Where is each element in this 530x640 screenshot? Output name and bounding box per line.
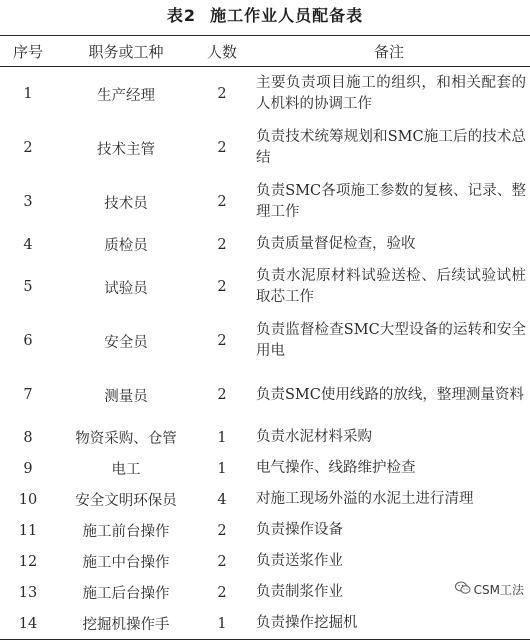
row-role: 施工前台操作	[82, 524, 170, 540]
row-note: 负责制浆作业	[256, 584, 343, 600]
row-note: 主要负责项目施工的组织，和相关配套的人机料的协调工作	[256, 75, 526, 112]
row-no: 6	[23, 333, 33, 349]
row-count: 1	[217, 429, 227, 446]
row-no: 5	[23, 279, 33, 295]
row-count: 2	[217, 86, 227, 102]
header-count: 人数	[206, 42, 237, 61]
row-note: 电气操作、线路维护检查	[256, 460, 416, 476]
row-note: 负责技术统筹规划和SMC施工后的技术总结	[256, 129, 526, 166]
row-role: 试验员	[104, 280, 148, 297]
table-row	[0, 453, 530, 484]
row-no: 8	[23, 429, 33, 446]
table-row	[0, 484, 530, 515]
row-count: 2	[217, 387, 227, 403]
watermark	[455, 580, 524, 598]
row-no: 11	[18, 522, 38, 539]
row-note: 负责水泥材料采购	[256, 429, 372, 445]
row-count: 2	[217, 140, 227, 156]
row-no: 4	[23, 236, 33, 253]
header-role: 职务或工种	[88, 42, 164, 61]
row-role: 安全员	[104, 334, 148, 351]
table-label: 表2	[166, 6, 197, 25]
table-row	[0, 67, 530, 122]
row-count: 2	[217, 584, 227, 601]
row-count: 4	[217, 491, 227, 508]
row-no: 1	[23, 86, 33, 102]
table-row	[0, 229, 530, 260]
row-note: 负责SMC使用线路的放线，整理测量资料	[256, 386, 524, 403]
table-row	[0, 121, 530, 175]
row-role: 测量员	[104, 388, 148, 405]
row-count: 2	[217, 236, 227, 253]
table-row	[0, 175, 530, 229]
table-row	[0, 314, 530, 368]
table-row	[0, 515, 530, 546]
row-count: 2	[217, 194, 227, 210]
header-no: 序号	[12, 42, 43, 61]
row-note: 负责质量督促检查，验收	[256, 236, 416, 252]
row-no: 12	[18, 553, 38, 570]
row-no: 9	[23, 460, 33, 477]
watermark-text: CSM工法	[473, 582, 524, 597]
staffing-table	[0, 35, 530, 640]
row-count: 1	[217, 460, 227, 477]
table-row	[0, 260, 530, 314]
table-row	[0, 368, 530, 422]
table-caption: 施工作业人员配备表	[210, 6, 364, 25]
row-count: 2	[217, 522, 227, 539]
row-no: 14	[18, 615, 38, 632]
header-note: 备注	[373, 42, 404, 61]
row-role: 质检员	[104, 238, 148, 254]
row-no: 7	[23, 387, 33, 403]
row-role: 安全文明环保员	[75, 493, 177, 509]
row-note: 负责SMC各项施工参数的复核、记录、整理工作	[256, 183, 526, 220]
table-row	[0, 608, 530, 640]
row-role: 施工后台操作	[82, 586, 170, 602]
table-row	[0, 577, 530, 608]
table-row	[0, 422, 530, 453]
row-note: 负责监督检查SMC大型设备的运转和安全用电	[256, 322, 526, 359]
row-role: 物资采购、仓管	[75, 431, 177, 447]
row-note: 负责水泥原材料试验送检、后续试验试桩取芯工作	[256, 268, 526, 305]
table-row	[0, 546, 530, 577]
row-note: 负责操作挖掘机	[256, 615, 358, 631]
row-count: 1	[217, 615, 227, 632]
row-note: 对施工现场外溢的水泥土进行清理	[256, 491, 474, 507]
row-role: 电工	[111, 462, 141, 478]
row-count: 2	[217, 553, 227, 570]
table-title	[0, 2, 530, 30]
row-role: 技术主管	[97, 141, 155, 158]
row-no: 13	[18, 584, 38, 601]
row-count: 2	[217, 279, 227, 295]
row-no: 3	[23, 194, 33, 210]
row-note: 负责操作设备	[256, 522, 343, 538]
row-no: 10	[18, 491, 38, 508]
row-note: 负责送浆作业	[256, 553, 343, 569]
row-role: 施工中台操作	[82, 555, 170, 571]
row-role: 生产经理	[97, 87, 155, 104]
row-role: 技术员	[104, 195, 148, 212]
row-role: 挖掘机操作手	[82, 617, 170, 633]
header-row	[0, 36, 530, 67]
row-no: 2	[23, 140, 33, 156]
row-count: 2	[217, 333, 227, 349]
wechat-icon	[455, 581, 471, 598]
